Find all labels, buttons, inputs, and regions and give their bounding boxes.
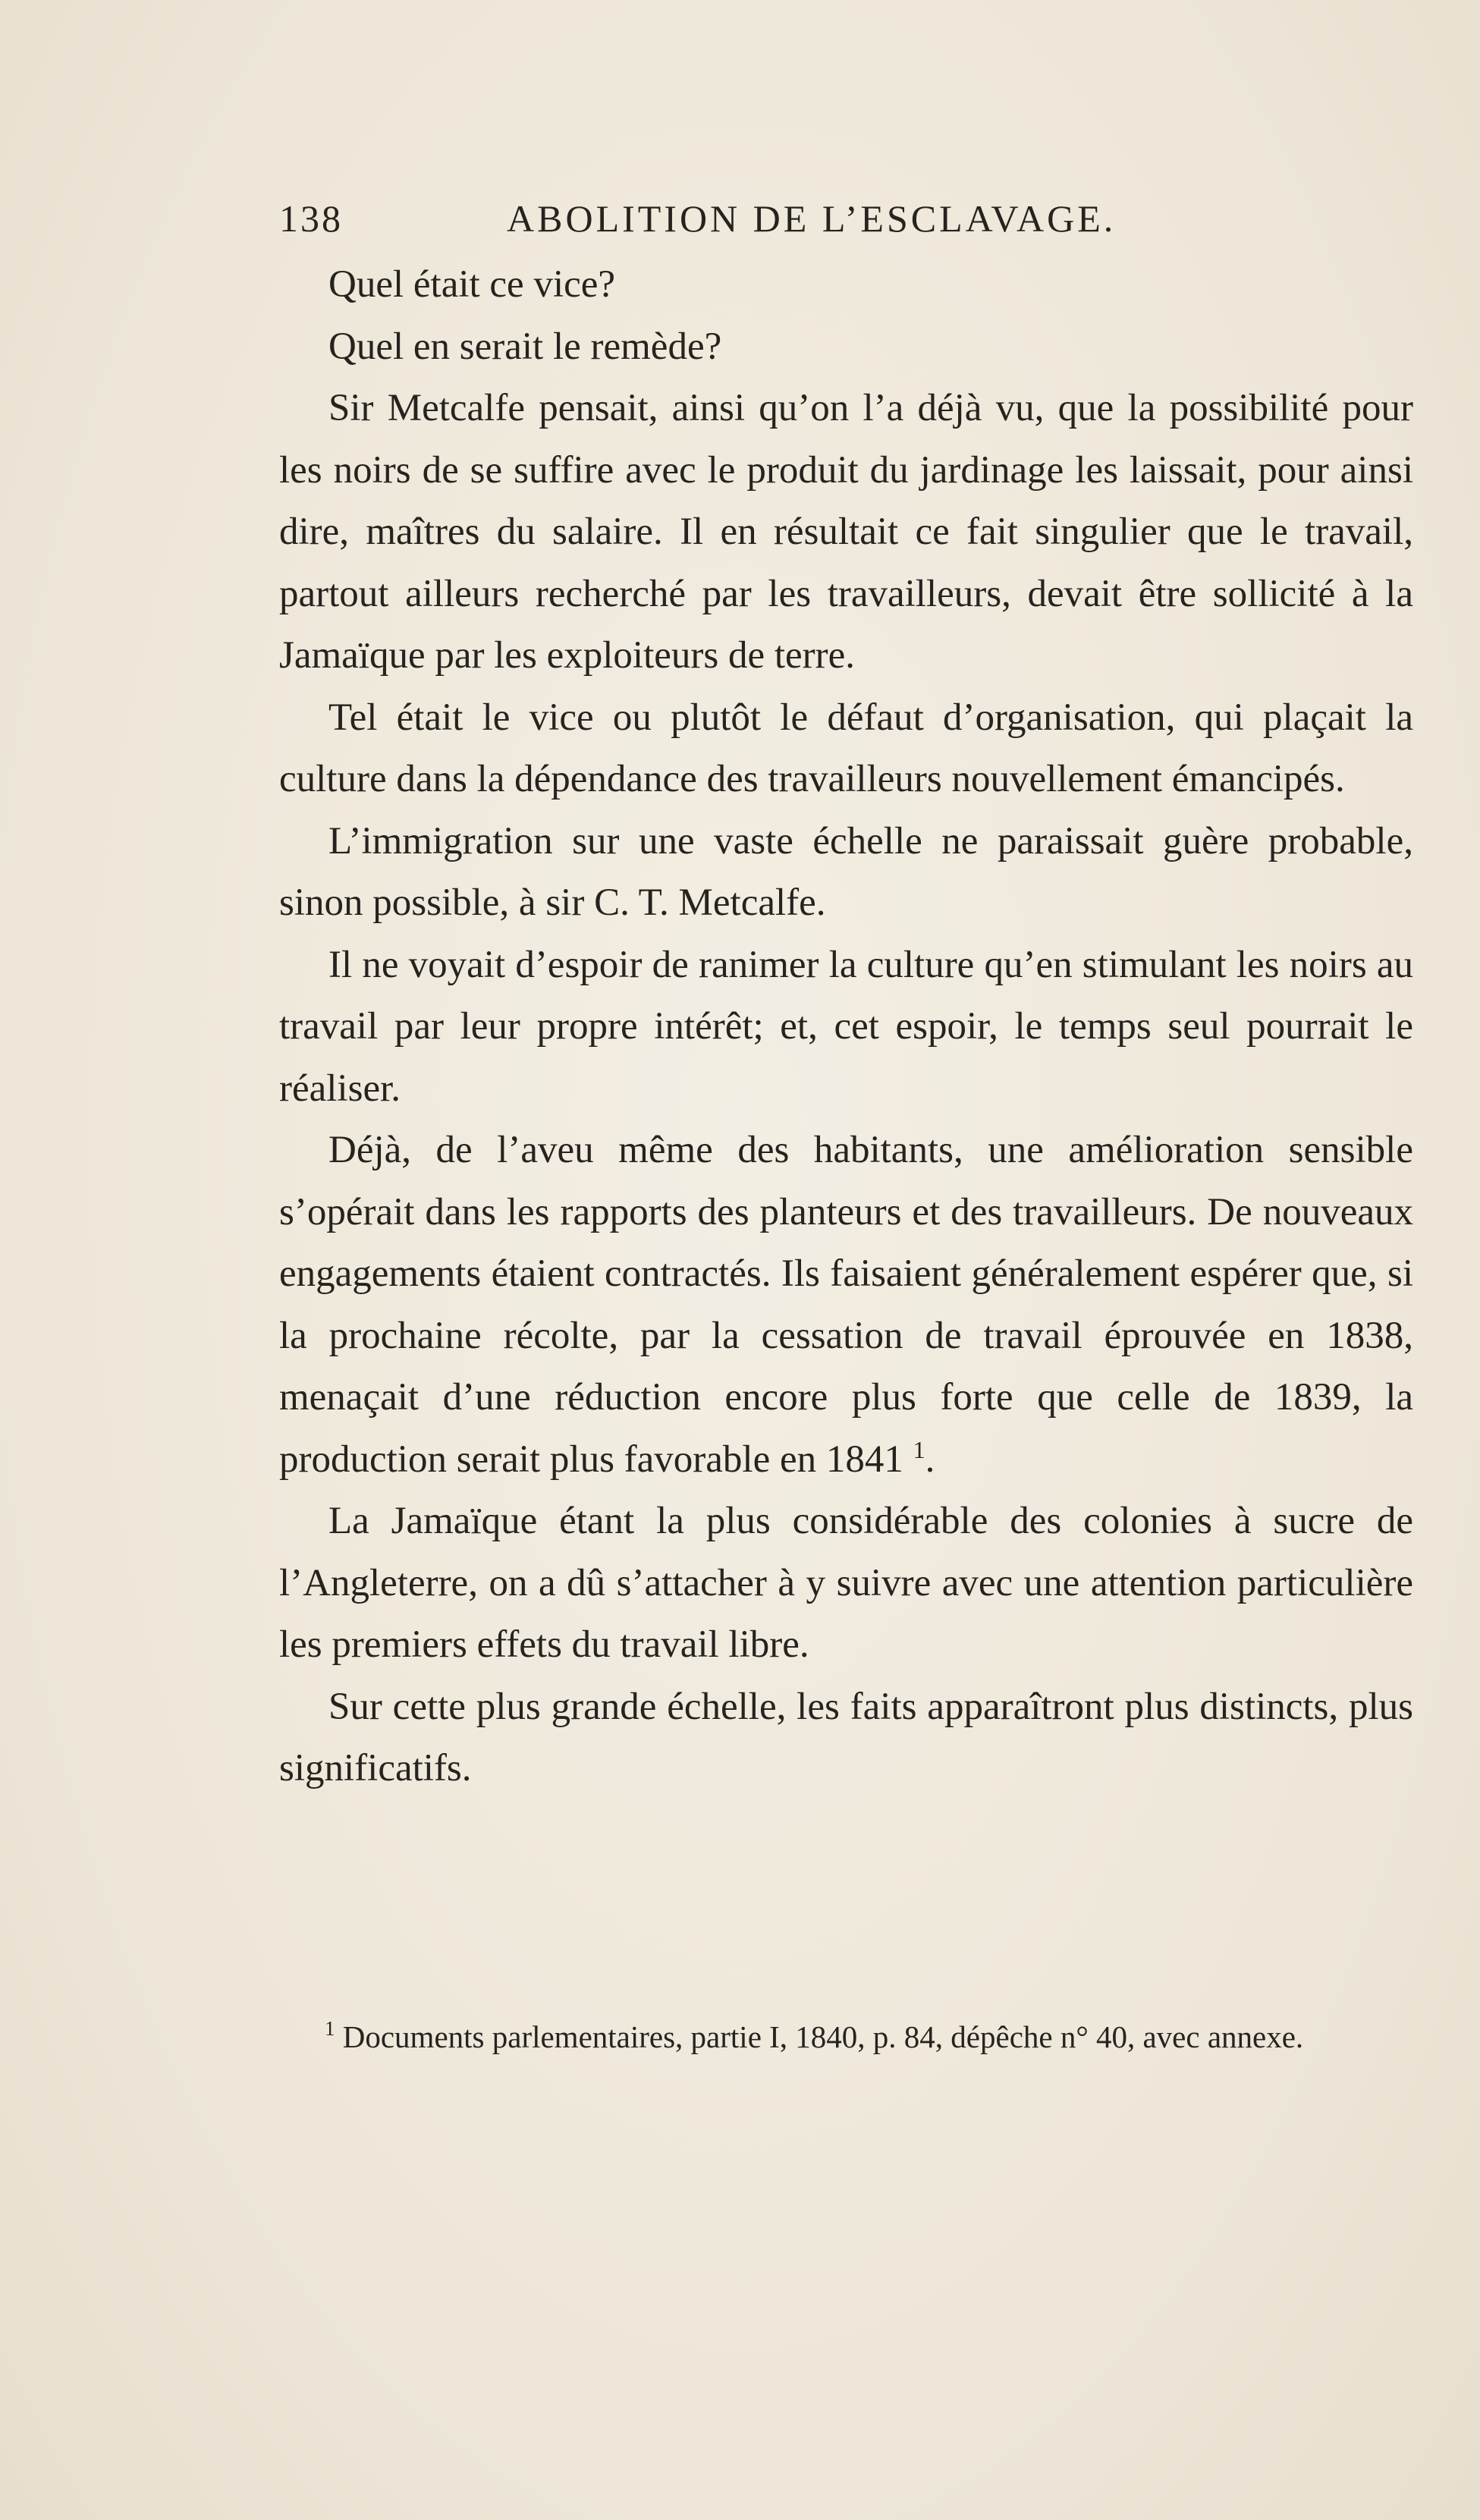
paragraph: Sir Metcalfe pensait, ainsi qu’on l’a déjà vu, que la possibilité pour les noirs de se suffire avec le produit du jardinage les laissait, pour ainsi dire, maîtres du salaire. Il en résultait ce fait singulier que le travail, partout ailleurs recherché par les travailleurs, devait être sollicité à la Jamaïque par les exploiteurs de terre. <box>279 387 1413 677</box>
body-text <box>279 254 1413 1800</box>
footnote-mark: 1 <box>325 2017 335 2040</box>
paragraph: Quel en serait le remède? <box>328 325 722 368</box>
paragraph: Quel était ce vice? <box>328 263 616 306</box>
paragraph: L’immigration sur une vaste échelle ne paraissait guère probable, sinon possible, à sir C. T. Metcalfe. <box>279 819 1413 924</box>
paragraph: La Jamaïque étant la plus considérable des colonies à sucre de l’Angleterre, on a dû s’attacher à y suivre avec une attention particulière les premiers effets du travail libre. <box>279 1500 1413 1666</box>
page-header <box>279 196 1220 241</box>
paragraph: Il ne voyait d’espoir de ranimer la culture qu’en stimulant les noirs au travail par leur propre intérêt; et, cet espoir, le temps seul pourrait le réaliser. <box>279 943 1413 1110</box>
running-title: ABOLITION DE L’ESCLAVAGE. <box>507 197 1117 240</box>
paragraph-with-note: Déjà, de l’aveu même des habitants, une amélioration sensible s’opérait dans les rapports des planteurs et des travailleurs. De nouveaux engagements étaient contractés. Ils faisaient généralement espérer que, si la prochaine récolte, par la cessation de travail éprouvée en 1838, menaçait d’une réduction encore plus forte que celle de 1839, la production serait plus favorable en 1841 $^1$. <box>279 1129 1413 1481</box>
page-number: 138 <box>279 197 343 240</box>
paragraph-text: Déjà, de l’aveu même des habitants, une amélioration sensible s’opérait dans les rapports des planteurs et des travailleurs. De nouveaux engagements étaient contractés. Ils faisaient généralement espérer que, si la prochaine récolte, par la cessation de travail éprouvée en 1838, menaçait d’une réduction encore plus forte que celle de 1839, la production serait plus favorable en 1841 <box>279 1129 1413 1481</box>
footnote-paragraph <box>279 2010 1413 2063</box>
footnote-reference: 1 <box>913 1435 925 1463</box>
paragraph: Tel était le vice ou plutôt le défaut d’organisation, qui plaçait la culture dans la dépendance des travailleurs nouvellement émancipés. <box>279 696 1413 800</box>
paragraph: Sur cette plus grande échelle, les faits apparaîtront plus distincts, plus significatifs. <box>279 1685 1413 1789</box>
footnote-text: Documents parlementaires, partie I, 1840, p. 84, dépêche n° 40, avec annexe. <box>342 2019 1304 2054</box>
footnote <box>279 2010 1413 2063</box>
